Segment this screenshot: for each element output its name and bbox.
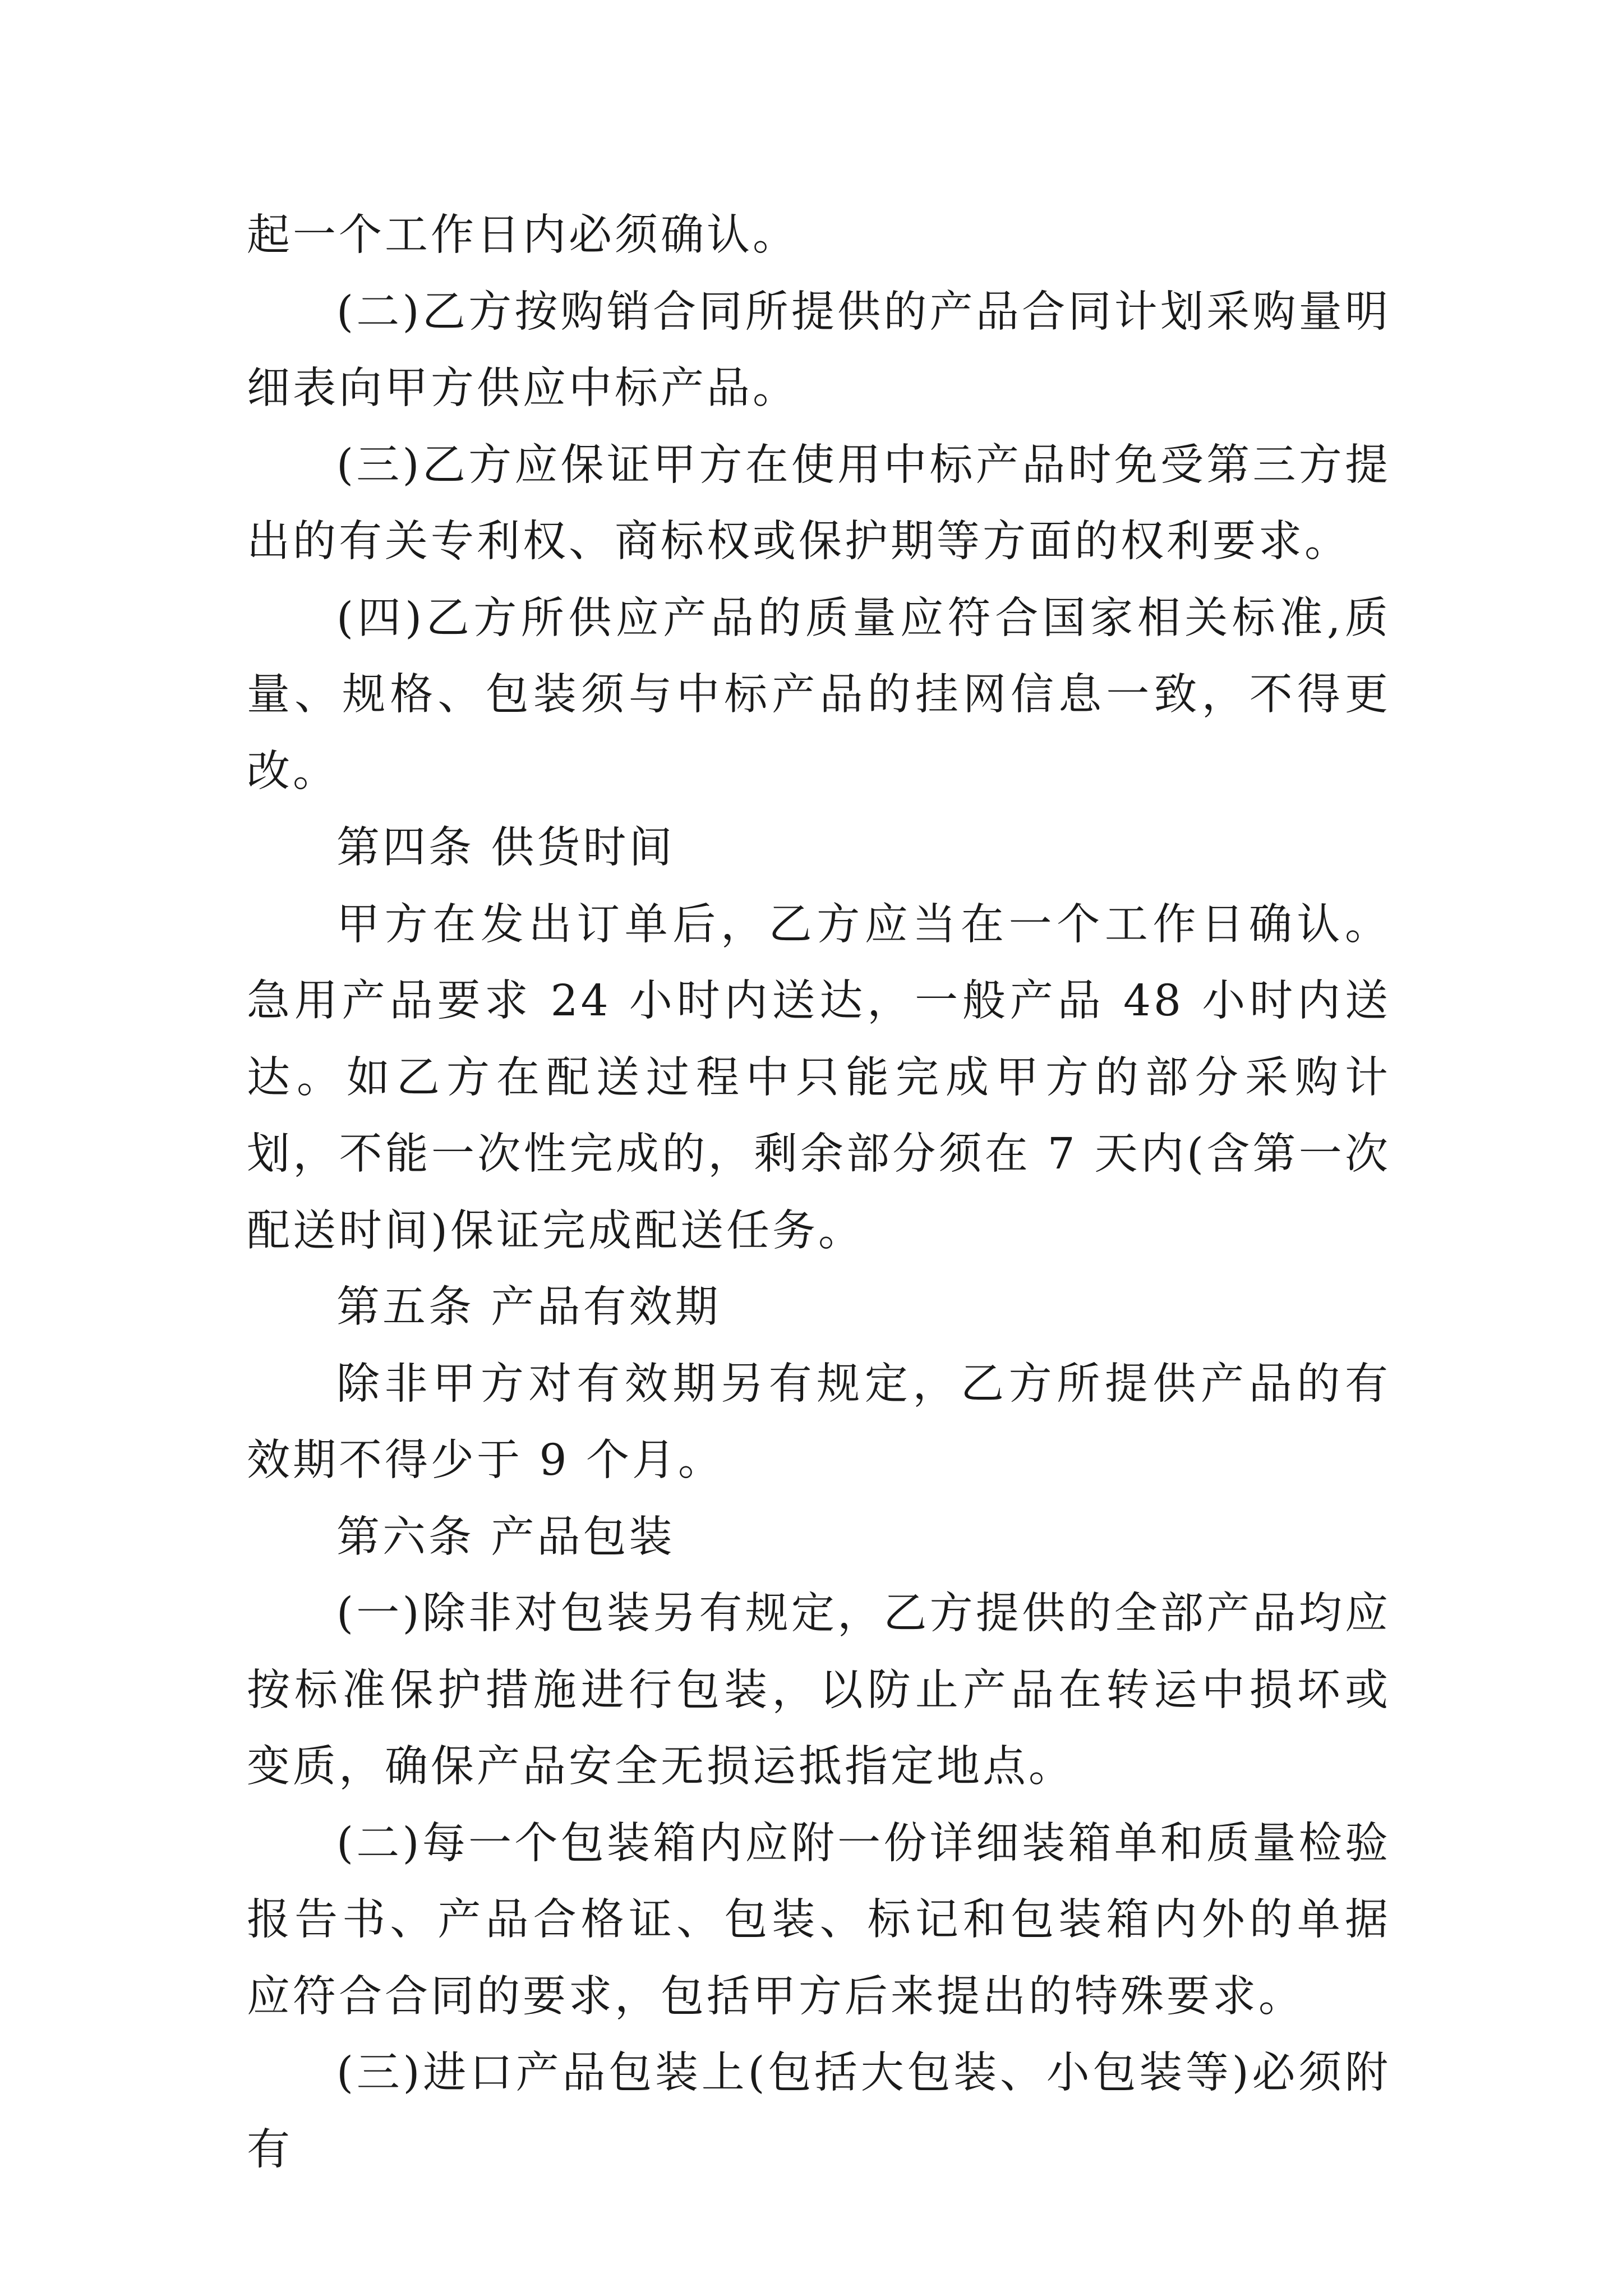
article-body-5: 除非甲方对有效期另有规定，乙方所提供产品的有效期不得少于 9 个月。 — [247, 1359, 1391, 1485]
clause-item-6-3: (三)进口产品包装上(包括大包装、小包装等)必须附有 — [247, 2048, 1391, 2175]
clause-item-6-1: (一)除非对包装另有规定，乙方提供的全部产品均应按标准保护措施进行包装，以防止产品在转运中损坏或变质，确保产品安全无损运抵指定地点。 — [247, 1589, 1391, 1792]
article-heading-4: 第四条 供货时间 — [336, 823, 675, 873]
clause-item-3: (三)乙方应保证甲方在使用中标产品时免受第三方提出的有关专利权、商标权或保护期等方面的权利要求。 — [247, 440, 1391, 567]
document-body — [247, 197, 1391, 2188]
clause-item-4: (四)乙方所供应产品的质量应符合国家相关标准,质量、规格、包装须与中标产品的挂网信息一致，不得更改。 — [247, 593, 1391, 797]
article-heading-5: 第五条 产品有效期 — [336, 1282, 721, 1332]
clause-item-6-2: (二)每一个包装箱内应附一份详细装箱单和质量检验报告书、产品合格证、包装、标记和包装箱内外的单据应符合合同的要求，包括甲方后来提出的特殊要求。 — [247, 1818, 1391, 2022]
clause-item-2: (二)乙方按购销合同所提供的产品合同计划采购量明细表向甲方供应中标产品。 — [247, 287, 1391, 413]
article-heading-6: 第六条 产品包装 — [336, 1512, 675, 1562]
article-body-4: 甲方在发出订单后，乙方应当在一个工作日确认。急用产品要求 24 小时内送达，一般产品 48 小时内送达。如乙方在配送过程中只能完成甲方的部分采购计划，不能一次性完成的，剩余部分须在 7 天内(含第一次配送时间)保证完成配送任务。 — [247, 899, 1391, 1256]
paragraph-continuation: 起一个工作日内必须确认。 — [247, 210, 799, 260]
